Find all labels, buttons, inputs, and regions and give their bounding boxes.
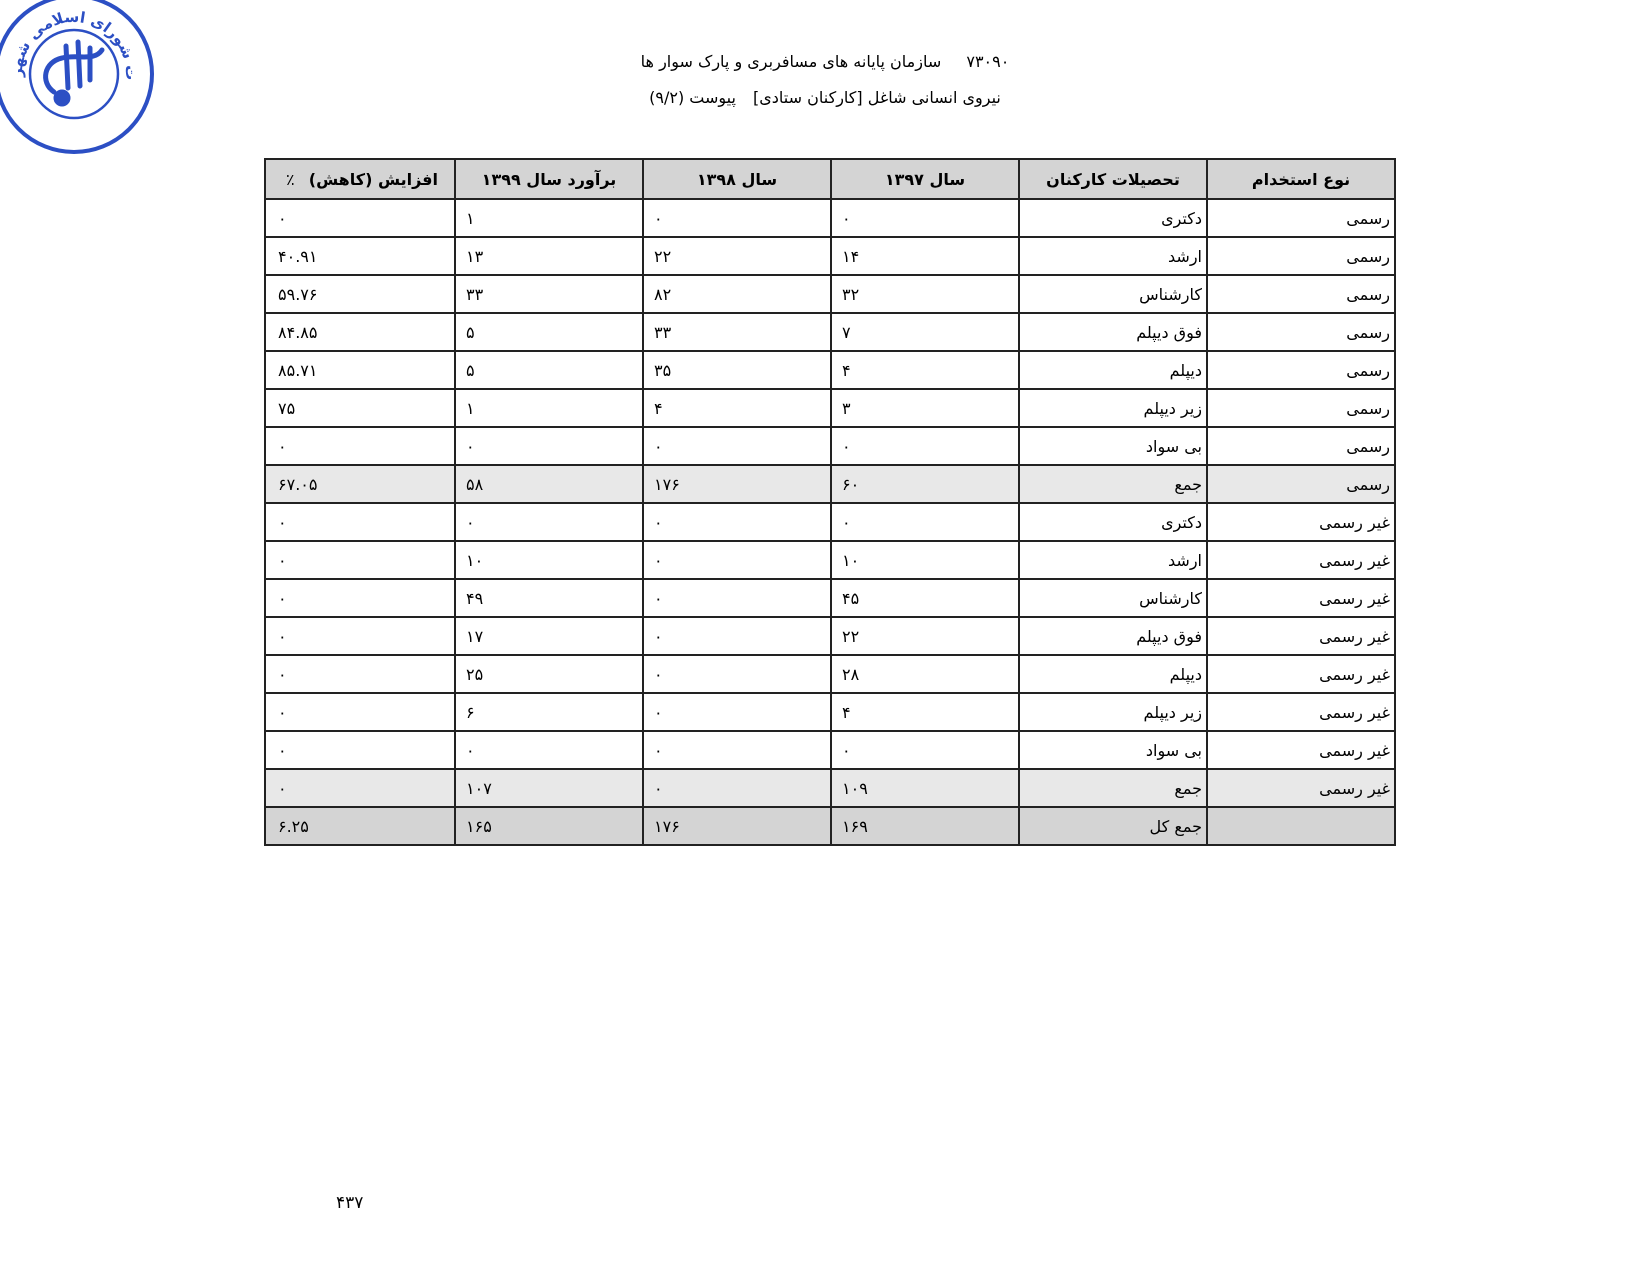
cell-education: ارشد (1019, 541, 1207, 579)
cell-employment-type: رسمی (1207, 427, 1395, 465)
subtotal-row (265, 465, 1395, 503)
table-row (265, 427, 1395, 465)
cell-year-1398: ۰ (643, 579, 831, 617)
organization-code: ۷۳۰۹۰ (966, 52, 1010, 71)
cell-year-1397: ۳ (831, 389, 1019, 427)
cell-change-percent: ۶۷.۰۵ (265, 465, 455, 503)
table-row (265, 237, 1395, 275)
table-row (265, 389, 1395, 427)
cell-change-percent: ۰ (265, 427, 455, 465)
staff-education-table (264, 158, 1396, 846)
page-number: ۴۳۷ (336, 1193, 364, 1213)
cell-change-percent: ۰ (265, 731, 455, 769)
cell-education: جمع (1019, 769, 1207, 807)
cell-year-1398: ۰ (643, 617, 831, 655)
cell-education: دیپلم (1019, 351, 1207, 389)
cell-education: فوق دیپلم (1019, 617, 1207, 655)
cell-estimate-1399: ۰ (455, 731, 643, 769)
cell-estimate-1399: ۱ (455, 199, 643, 237)
cell-estimate-1399: ۵۸ (455, 465, 643, 503)
cell-year-1397: ۰ (831, 427, 1019, 465)
cell-education: کارشناس (1019, 275, 1207, 313)
cell-year-1397: ۷ (831, 313, 1019, 351)
cell-employment-type: رسمی (1207, 351, 1395, 389)
cell-estimate-1399: ۵ (455, 313, 643, 351)
cell-estimate-1399: ۰ (455, 427, 643, 465)
table-row (265, 579, 1395, 617)
cell-year-1398: ۱۷۶ (643, 465, 831, 503)
cell-education: زیر دیپلم (1019, 693, 1207, 731)
cell-employment-type: غیر رسمی (1207, 655, 1395, 693)
cell-employment-type (1207, 807, 1395, 845)
cell-education: کارشناس (1019, 579, 1207, 617)
cell-change-percent: ۰ (265, 503, 455, 541)
table-row (265, 199, 1395, 237)
cell-year-1398: ۳۳ (643, 313, 831, 351)
cell-education: دیپلم (1019, 655, 1207, 693)
table-row (265, 731, 1395, 769)
table-row (265, 275, 1395, 313)
cell-education: دکتری (1019, 199, 1207, 237)
cell-change-percent: ۰ (265, 541, 455, 579)
cell-change-percent: ۰ (265, 655, 455, 693)
cell-employment-type: غیر رسمی (1207, 731, 1395, 769)
cell-year-1398: ۱۷۶ (643, 807, 831, 845)
cell-employment-type: رسمی (1207, 237, 1395, 275)
document-header (0, 52, 1650, 124)
subtotal-row (265, 769, 1395, 807)
cell-education: بی سواد (1019, 731, 1207, 769)
cell-employment-type: غیر رسمی (1207, 693, 1395, 731)
grand-total-row (265, 807, 1395, 845)
cell-year-1397: ۶۰ (831, 465, 1019, 503)
table-row (265, 503, 1395, 541)
cell-estimate-1399: ۱۷ (455, 617, 643, 655)
header-percent-sign: ٪ (286, 170, 295, 189)
cell-estimate-1399: ۱۶۵ (455, 807, 643, 845)
cell-estimate-1399: ۱۳ (455, 237, 643, 275)
header-year-1398: سال ۱۳۹۸ (643, 159, 831, 199)
cell-change-percent: ۰ (265, 617, 455, 655)
cell-employment-type: غیر رسمی (1207, 769, 1395, 807)
cell-employment-type: رسمی (1207, 465, 1395, 503)
header-change-percent (265, 159, 455, 199)
cell-year-1398: ۴ (643, 389, 831, 427)
cell-change-percent: ۰ (265, 579, 455, 617)
section-subtitle: نیروی انسانی شاغل [کارکنان ستادی] (753, 88, 1001, 107)
table-row (265, 655, 1395, 693)
cell-change-percent: ۰ (265, 769, 455, 807)
cell-year-1397: ۱۶۹ (831, 807, 1019, 845)
cell-estimate-1399: ۵ (455, 351, 643, 389)
cell-year-1398: ۳۵ (643, 351, 831, 389)
cell-year-1398: ۰ (643, 427, 831, 465)
header-estimate-1399: برآورد سال ۱۳۹۹ (455, 159, 643, 199)
cell-year-1398: ۰ (643, 655, 831, 693)
seal-text: ت شورای اسلامی شهر (7, 7, 141, 81)
cell-employment-type: رسمی (1207, 313, 1395, 351)
cell-employment-type: غیر رسمی (1207, 617, 1395, 655)
cell-year-1398: ۰ (643, 731, 831, 769)
header-education: تحصیلات کارکنان (1019, 159, 1207, 199)
cell-year-1398: ۰ (643, 541, 831, 579)
cell-education: جمع (1019, 465, 1207, 503)
cell-year-1397: ۰ (831, 731, 1019, 769)
cell-year-1398: ۰ (643, 693, 831, 731)
cell-change-percent: ۸۵.۷۱ (265, 351, 455, 389)
cell-change-percent: ۵۹.۷۶ (265, 275, 455, 313)
cell-year-1397: ۱۰۹ (831, 769, 1019, 807)
cell-estimate-1399: ۳۳ (455, 275, 643, 313)
header-title-line (0, 52, 1650, 72)
cell-education: بی سواد (1019, 427, 1207, 465)
table-row (265, 617, 1395, 655)
cell-estimate-1399: ۲۵ (455, 655, 643, 693)
table-row (265, 351, 1395, 389)
cell-education: ارشد (1019, 237, 1207, 275)
cell-employment-type: غیر رسمی (1207, 541, 1395, 579)
header-year-1397: سال ۱۳۹۷ (831, 159, 1019, 199)
cell-year-1397: ۳۲ (831, 275, 1019, 313)
cell-employment-type: رسمی (1207, 199, 1395, 237)
cell-estimate-1399: ۴۹ (455, 579, 643, 617)
cell-year-1397: ۴ (831, 693, 1019, 731)
cell-change-percent: ۴۰.۹۱ (265, 237, 455, 275)
cell-year-1398: ۰ (643, 769, 831, 807)
cell-year-1397: ۴۵ (831, 579, 1019, 617)
organization-title: سازمان پایانه های مسافربری و پارک سوار ها (640, 52, 942, 71)
cell-year-1397: ۲۲ (831, 617, 1019, 655)
cell-year-1398: ۰ (643, 199, 831, 237)
cell-education: فوق دیپلم (1019, 313, 1207, 351)
cell-estimate-1399: ۱ (455, 389, 643, 427)
cell-year-1398: ۲۲ (643, 237, 831, 275)
annex-label: پیوست (۹/۲) (649, 88, 736, 107)
cell-year-1397: ۰ (831, 199, 1019, 237)
cell-year-1397: ۱۴ (831, 237, 1019, 275)
cell-employment-type: غیر رسمی (1207, 503, 1395, 541)
header-employment-type: نوع استخدام (1207, 159, 1395, 199)
cell-change-percent: ۸۴.۸۵ (265, 313, 455, 351)
cell-employment-type: رسمی (1207, 389, 1395, 427)
cell-year-1398: ۰ (643, 503, 831, 541)
cell-estimate-1399: ۰ (455, 503, 643, 541)
cell-change-percent: ۰ (265, 199, 455, 237)
header-change-label: افزایش (کاهش) (308, 169, 438, 189)
table-row (265, 693, 1395, 731)
table-row (265, 541, 1395, 579)
cell-education: زیر دیپلم (1019, 389, 1207, 427)
cell-year-1397: ۴ (831, 351, 1019, 389)
cell-employment-type: غیر رسمی (1207, 579, 1395, 617)
cell-education: دکتری (1019, 503, 1207, 541)
header-subtitle-line (0, 88, 1650, 108)
table-row (265, 313, 1395, 351)
cell-change-percent: ۶.۲۵ (265, 807, 455, 845)
cell-employment-type: رسمی (1207, 275, 1395, 313)
cell-education: جمع کل (1019, 807, 1207, 845)
cell-year-1398: ۸۲ (643, 275, 831, 313)
table-body (265, 199, 1395, 845)
cell-year-1397: ۱۰ (831, 541, 1019, 579)
cell-change-percent: ۷۵ (265, 389, 455, 427)
table-header-row (265, 159, 1395, 199)
cell-change-percent: ۰ (265, 693, 455, 731)
cell-estimate-1399: ۱۰ (455, 541, 643, 579)
cell-estimate-1399: ۶ (455, 693, 643, 731)
cell-year-1397: ۰ (831, 503, 1019, 541)
cell-year-1397: ۲۸ (831, 655, 1019, 693)
cell-estimate-1399: ۱۰۷ (455, 769, 643, 807)
